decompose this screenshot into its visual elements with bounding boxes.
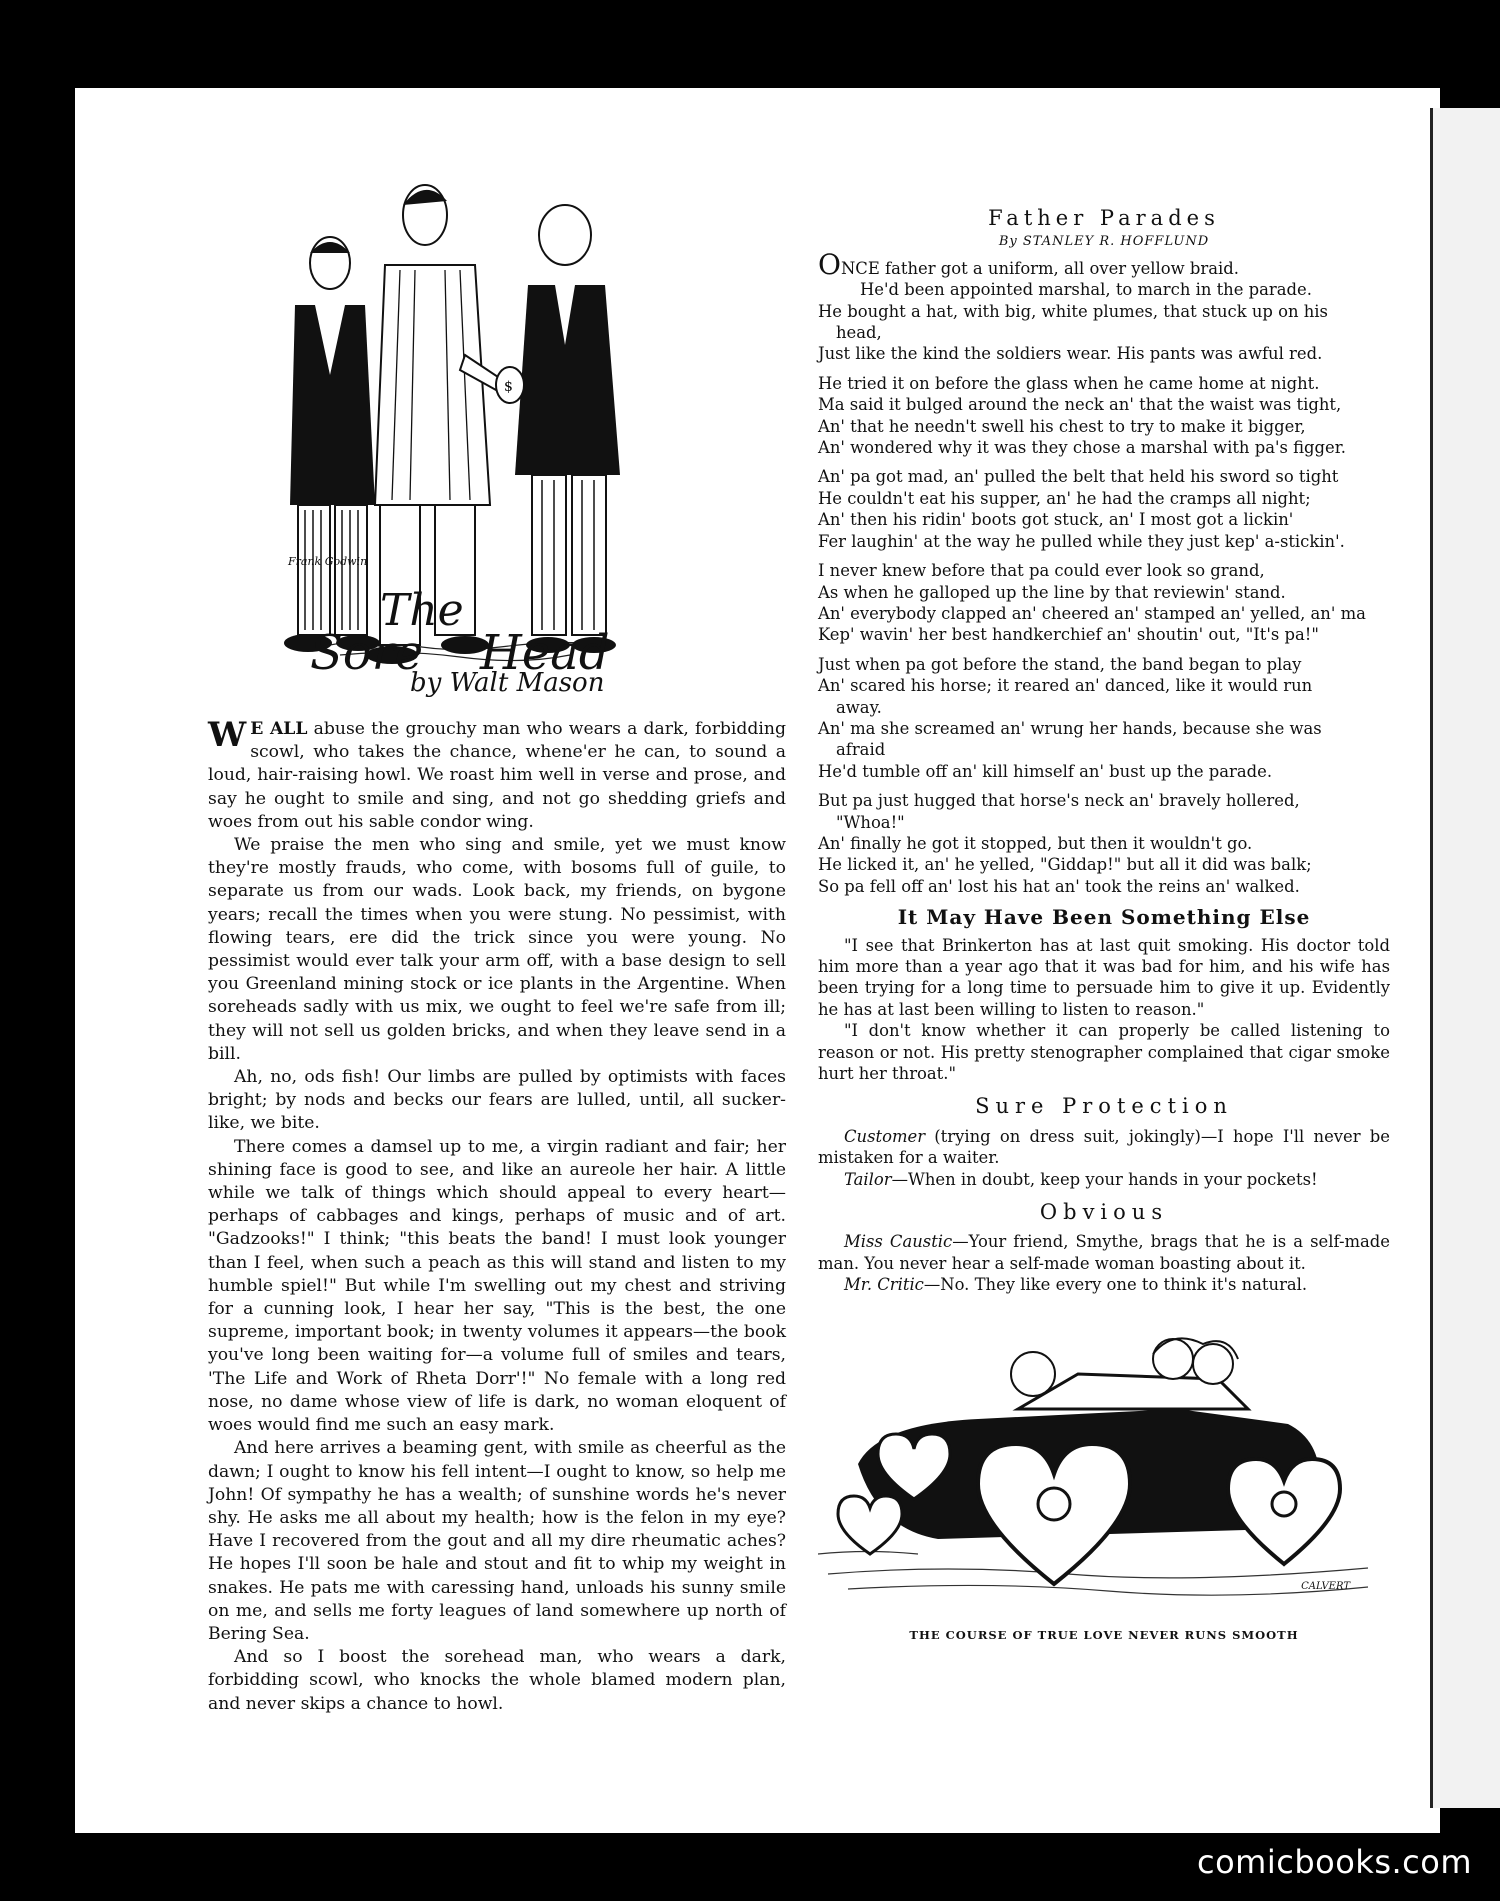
paragraph-4: There comes a damsel up to me, a virgin radiant and fair; her shining face is good to see, and like an aureole her hair. A little while we talk of things which should appeal to every heart—perhaps of cabbages and kings, perhaps of music and of art. "Gadzooks!" I think; "this beats the band! I must look younger than I feel, when such a peach as this will stand and listen to my humble spiel!" But while I'm swelling out my chest and striving for a cunning look, I hear her say, "This is the best, the one supreme, important book; in twenty volumes it appears—the book you've long been waiting for—a volume full of smiles and tears, 'The Life and Work of Rheta Dorr'!" No female with a long red nose, no dame whose view of life is dark, no woman eloquent of woes would find me such an easy mark. — [208, 1136, 786, 1436]
poem-stanza-1: ONCE father got a uniform, all over yellow braid. He'd been appointed marshal, to march in the parade. He bought a hat, with big, white plumes, that stuck up on his head, Just like the kind the soldiers wear. His pants was awful red. — [818, 247, 1328, 364]
cartoon-signature: CALVERT — [1301, 1580, 1350, 1592]
title-the: The — [380, 585, 464, 636]
article-byline: by Walt Mason — [410, 668, 605, 698]
poem-stanza-3: An' pa got mad, an' pulled the belt that held his sword so tight He couldn't eat his supper, an' he had the cramps all night; An' then his ridin' boots got stuck, an' I most got a lickin' Fer laughin' at the way he pulled while they just kep' a-stickin'. — [818, 467, 1345, 551]
drop-cap: W — [208, 715, 247, 755]
paragraph-2: We praise the men who sing and smile, yet we must know they're mostly frauds, who come, with bosoms full of guile, to separate us from our wads. Look back, my friends, on bygone years; recall the times when you were stung. No pessimist, with flowing tears, ere did the trick since you were young. No pessimist would ever talk your arm off, with a base design to sell you Greenland mining stock or ice plants in the Argentine. When soreheads sadly with us mix, we ought to feel we're safe from ill; they will not sell us golden bricks, and when they leave send in a bill. — [208, 835, 786, 1064]
title-sore: Sore — [310, 625, 424, 681]
car-cartoon-drawing — [818, 1314, 1378, 1614]
site-watermark: comicbooks.com — [1196, 1843, 1472, 1881]
joke2-title: Sure Protection — [975, 1094, 1233, 1119]
joke1-body: "I see that Brinkerton has at last quit smoking. His doctor told him more than a year ago that it was bad for him, and his wife has been trying for a long time to persuade him to give it up. Evidently he has at last been willing to listen to reason." "I don't know whether it can properly be called listening to reason or not. His pretty stenographer complained that cigar smoke hurt her throat." — [818, 935, 1390, 1084]
poem-byline: By STANLEY R. HOFFLUND — [998, 234, 1210, 250]
right-column — [818, 204, 1390, 1643]
joke2-body: Customer (trying on dress suit, jokingly)—I hope I'll never be mistaken for a waiter. Tailor—When in doubt, keep your hands in your pockets! — [818, 1126, 1390, 1189]
paragraph-6: And so I boost the sorehead man, who wears a dark, forbidding scowl, who knocks the whole blamed modern plan, and never skips a chance to howl. — [208, 1647, 786, 1714]
poem-stanza-6: But pa just hugged that horse's neck an' bravely hollered, "Whoa!" An' finally he got it stopped, but then it wouldn't go. He licked it, an' he yelled, "Giddap!" but all it did was balk; So pa fell off an' lost his hat an' took the reins an' walked. — [818, 791, 1312, 896]
adjacent-page-edge — [1430, 108, 1500, 1808]
illustration-signature: Frank Godwin — [288, 555, 368, 568]
paragraph-3: Ah, no, ods fish! Our limbs are pulled by optimists with faces bright; by nods and becks our fears are lulled, until, all sucker-like, we bite. — [208, 1067, 786, 1134]
poem-stanza-4: I never knew before that pa could ever look so grand, As when he galloped up the line by that reviewin' stand. An' everybody clapped an' cheered an' stamped an' yelled, an' ma Kep' wavin' her best handkerchief an' shoutin' out, "It's pa!" — [818, 561, 1366, 645]
joke3-body: Miss Caustic—Your friend, Smythe, brags that he is a self-made man. You never hear a self-made woman boasting about it. Mr. Critic—No. They like every one to think it's natural. — [818, 1232, 1390, 1295]
title-head: Head — [480, 625, 610, 681]
paragraph-5: And here arrives a beaming gent, with smile as cheerful as the dawn; I ought to know his fell intent—I ought to know, so help me John! Of sympathy he has a wealth; of sunshine words he's never shy. He asks me all about my health; how is the felon in my eye? Have I recovered from the gout and all my dire rheumatic aches? He hopes I'll soon be hale and stout and fit to whip my weight in snakes. He pats me with caressing hand, unloads his sunny smile on me, and sells me forty leagues of land somewhere up north of Bering Sea. — [208, 1438, 786, 1644]
cartoon-caption: THE COURSE OF TRUE LOVE NEVER RUNS SMOOTH — [909, 1628, 1299, 1643]
poem-drop-cap: O — [818, 247, 841, 281]
joke3-title: Obvious — [1039, 1200, 1169, 1225]
svg-text:$: $ — [504, 379, 513, 395]
poem-title: Father Parades — [988, 206, 1220, 230]
right-man-figure — [496, 205, 620, 653]
paragraph-1: W E ALL abuse the grouchy man who wears a dark, forbidding scowl, who takes the chance, whene'er he can, to sound a loud, hair-raising howl. We roast him well in verse and prose, and say he ought to smile and sing, and not go shedding griefs and woes from out his sable condor wing. — [208, 715, 786, 832]
car-cartoon — [818, 1314, 1390, 1643]
poem-stanza-5: Just when pa got before the stand, the band began to play An' scared his horse; it reared an' danced, like it would run away. An' ma she screamed an' wrung her hands, because she was afraid He'd tumble off an' kill himself an' bust up the parade. — [818, 654, 1322, 781]
sore-head-article — [208, 715, 786, 1716]
joke1-title: It May Have Been Something Else — [897, 905, 1311, 930]
left-man-figure — [284, 237, 380, 652]
poem-stanza-2: He tried it on before the glass when he came home at night. Ma said it bulged around the neck an' that the waist was tight, An' that he needn't swell his chest to try to make it bigger, An' wondered why it was they chose a marshal with pa's figger. — [818, 373, 1346, 458]
